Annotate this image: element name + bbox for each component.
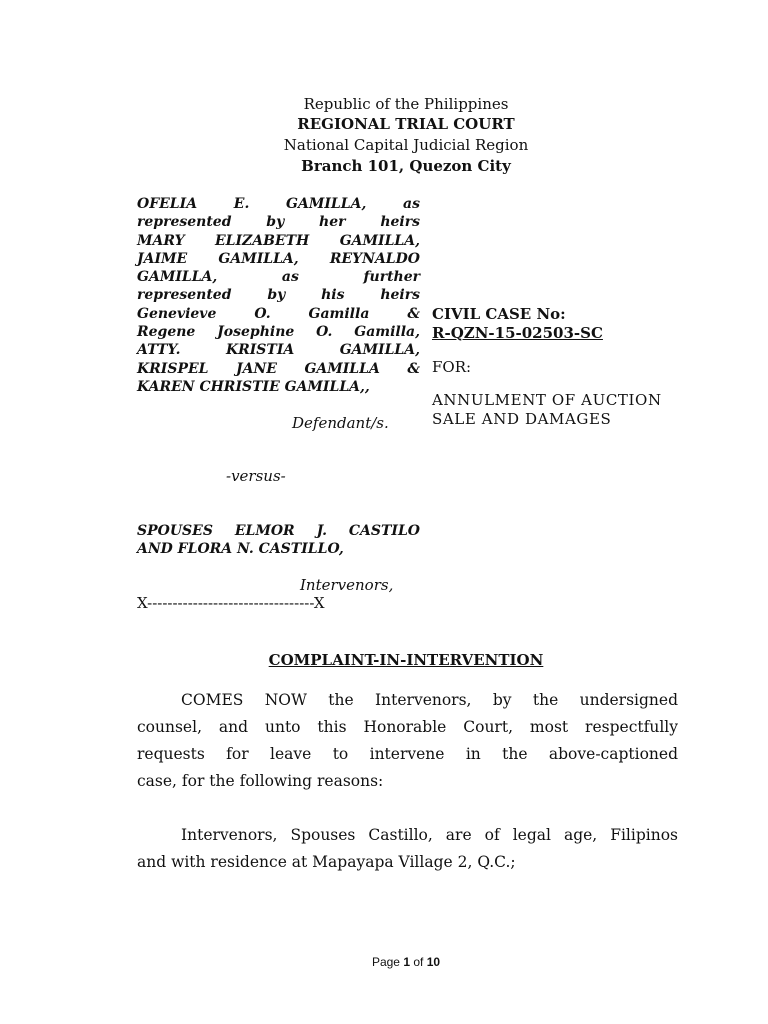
defendants-line: KAREN CHRISTIE GAMILLA,, [137,378,370,395]
case-label: CIVIL CASE No: [432,305,566,323]
paragraph-line [137,687,678,714]
defendants-line: GAMILLA, as further [137,269,420,286]
defendants-line: Regene Josephine O. Gamilla, [137,324,420,341]
paragraph-text: Intervenors, Spouses Castillo, are of legal age, Filipinos [181,826,678,844]
intervenors-block [137,522,420,559]
case-subject-line: ANNULMENT OF AUCTION [432,391,662,409]
intervenors-line: AND FLORA N. CASTILLO, [137,541,344,558]
defendants-line: represented by her heirs [137,214,420,231]
document-title: COMPLAINT-IN-INTERVENTION [268,651,544,669]
paragraph-line: requests for leave to intervene in the above-captioned [137,745,678,763]
defendants-line: ATTY. KRISTIA GAMILLA, [137,342,420,359]
defendants-line: represented by his heirs [137,287,420,304]
paragraph-line [137,822,678,849]
footer-total-pages: 10 [426,955,441,969]
intervenors-role: Intervenors, [300,576,394,594]
header-republic: Republic of the Philippines [303,95,509,113]
footer-page-word: Page [371,955,400,969]
case-subject-line: SALE AND DAMAGES [432,410,612,428]
intervenors-line: SPOUSES ELMOR J. CASTILO [137,523,420,539]
footer-of-word: of [413,955,424,969]
case-number: R-QZN-15-02503-SC [432,324,603,342]
caption-separator: X---------------------------------X [137,594,325,612]
defendants-line: KRISPEL JANE GAMILLA & [137,360,420,377]
case-for-label: FOR: [432,358,472,376]
paragraph-line: case, for the following reasons: [137,772,384,790]
header-branch: Branch 101, Quezon City [301,157,511,175]
footer-current-page: 1 [403,955,410,969]
defendants-block [137,195,420,396]
page-footer [0,954,768,970]
paragraph-intro [137,687,678,795]
paragraph-line: and with residence at Mapayapa Village 2, Q.C.; [137,853,516,871]
paragraph-text: COMES NOW the Intervenors, by the undersigned [181,691,678,709]
defendants-line: Genevieve O. Gamilla & [137,305,420,322]
versus-label: -versus- [226,467,286,485]
header-court: REGIONAL TRIAL COURT [297,115,515,133]
header-region: National Capital Judicial Region [283,136,529,154]
paragraph-parties [137,822,678,876]
defendants-line: MARY ELIZABETH GAMILLA, [137,232,420,249]
defendants-line: OFELIA E. GAMILLA, as [137,196,420,212]
defendants-line: JAIME GAMILLA, REYNALDO [137,250,420,267]
defendants-role: Defendant/s. [292,414,389,432]
case-info [432,305,678,429]
paragraph-line: counsel, and unto this Honorable Court, most respectfully [137,718,678,736]
